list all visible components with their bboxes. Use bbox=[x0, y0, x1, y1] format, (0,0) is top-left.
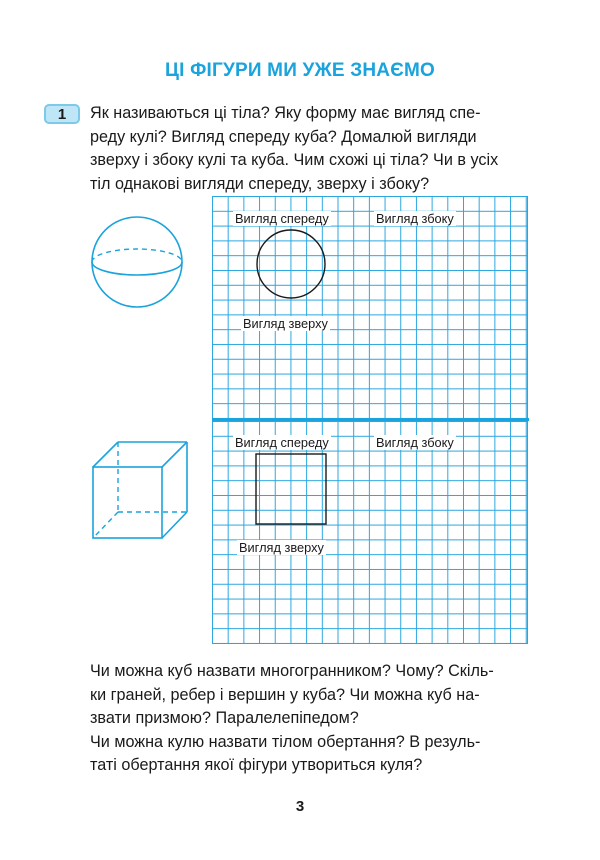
page-title: ЦІ ФІГУРИ МИ УЖЕ ЗНАЄМО bbox=[165, 60, 435, 81]
sphere-drawing-icon bbox=[86, 210, 190, 314]
question-line: Чи можна кулю назвати тілом обертання? В резуль- bbox=[90, 732, 481, 751]
question-line: звати призмою? Паралелепіпедом? bbox=[90, 709, 359, 727]
intro-line: Як називаються ці тіла? Яку форму має вигляд спе- bbox=[90, 104, 481, 122]
cube-front-view-label: Вигляд спереду bbox=[235, 435, 329, 450]
intro-line: реду кулі? Вигляд спереду куба? Домалюй вигляди bbox=[90, 127, 477, 146]
cube-drawing-icon bbox=[86, 436, 196, 544]
question-line: Чи можна куб назвати многогранником? Чому? Скіль- bbox=[90, 662, 494, 680]
sphere-front-view-circle bbox=[254, 228, 328, 300]
cube-front-view-square bbox=[254, 452, 328, 526]
page-number: 3 bbox=[295, 798, 305, 815]
cube-top-view-label: Вигляд зверху bbox=[239, 540, 324, 555]
sphere-front-view-label: Вигляд спереду bbox=[235, 211, 329, 226]
intro-line: тіл однакові вигляди спереду, зверху і збоку? bbox=[90, 174, 430, 193]
sphere-top-view-label: Вигляд зверху bbox=[243, 316, 328, 331]
task-number-badge: 1 bbox=[44, 104, 80, 124]
question-line: таті обертання якої фігури утвориться куля? bbox=[90, 756, 423, 774]
followup-questions bbox=[90, 660, 527, 778]
sphere-side-view-label: Вигляд збоку bbox=[376, 211, 454, 226]
intro-line: зверху і збоку кулі та куба. Чим схожі ці тіла? Чи в усіх bbox=[90, 151, 499, 169]
cube-side-view-label: Вигляд збоку bbox=[376, 435, 454, 450]
question-line: ки граней, ребер і вершин у куба? Чи можна куб на- bbox=[90, 685, 480, 704]
task-intro bbox=[90, 102, 527, 196]
